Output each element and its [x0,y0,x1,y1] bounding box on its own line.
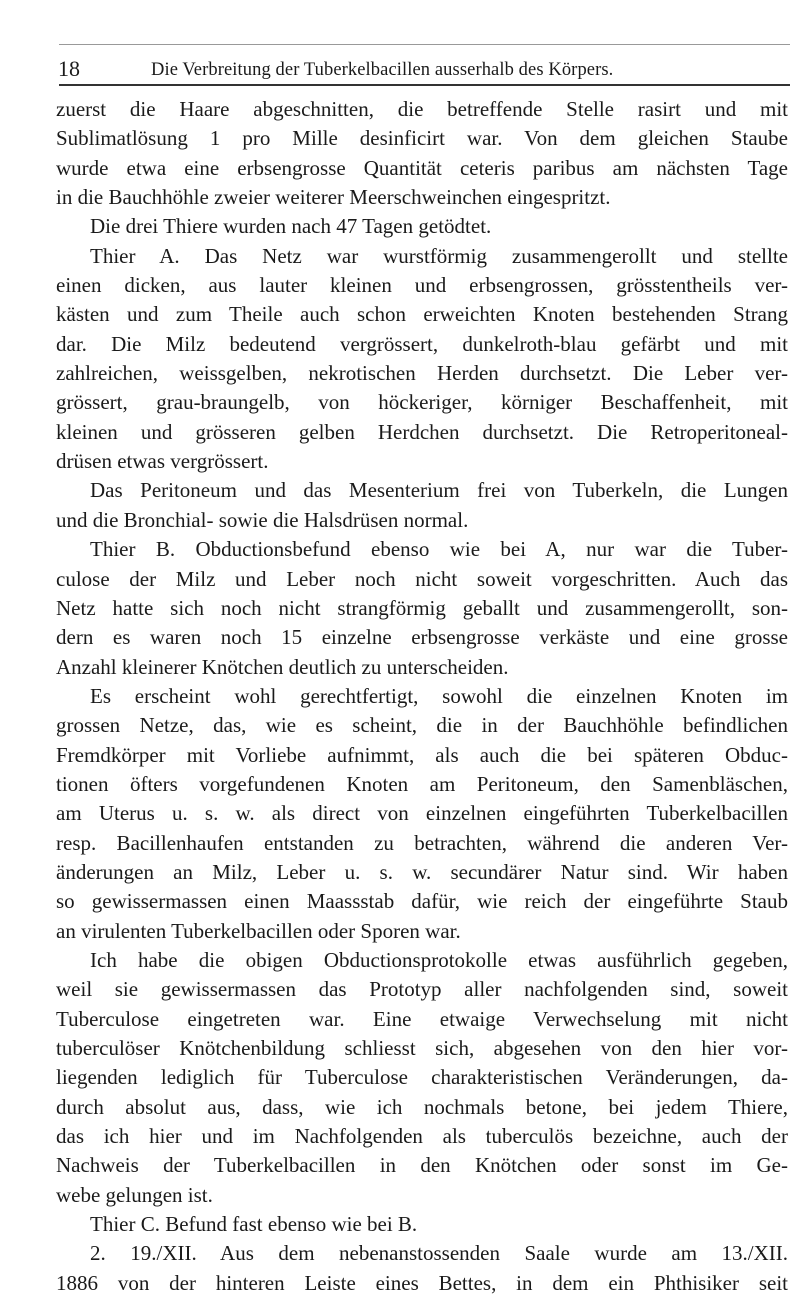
text-line: resp. Bacillenhaufen entstanden zu betrachten, während die anderen Ver- [56,830,788,855]
body-text [56,95,788,1298]
text-line: Thier A. Das Netz war wurstförmig zusammengerollt und stellte [90,243,788,268]
text-line: änderungen an Milz, Leber u. s. w. secundärer Natur sind. Wir haben [56,859,788,884]
text-line: Thier B. Obductionsbefund ebenso wie bei A, nur war die Tuber- [90,537,788,562]
page-number: 18 [58,56,80,81]
text-line: das ich hier und im Nachfolgenden als tuberculös bezeichne, auch der [56,1124,788,1149]
text-line: grossen Netze, das, wie es scheint, die in der Bauchhöhle befindlichen [56,713,788,738]
text-line: Ich habe die obigen Obductionsprotokolle etwas ausführlich gegeben, [90,947,788,972]
text-line: Sublimatlösung 1 pro Mille desinficirt war. Von dem gleichen Staube [56,126,788,151]
text-line: durch absolut aus, dass, wie ich nochmals betone, bei jedem Thiere, [56,1094,788,1119]
running-title: Die Verbreitung der Tuberkelbacillen ausserhalb des Körpers. [151,60,614,80]
text-line: grössert, grau-braungelb, von höckeriger, körniger Beschaffenheit, mit [56,390,788,415]
text-line: culose der Milz und Leber noch nicht soweit vorgeschritten. Auch das [56,566,788,591]
text-line: dar. Die Milz bedeutend vergrössert, dunkelroth-blau gefärbt und mit [56,331,788,356]
text-line: liegenden lediglich für Tuberculose charakteristischen Veränderungen, da- [56,1065,788,1090]
header-rule [59,84,790,86]
text-line: kleinen und grösseren gelben Herdchen durchsetzt. Die Retroperitoneal- [56,419,788,444]
text-line: und die Bronchial- sowie die Halsdrüsen normal. [56,507,469,532]
text-line: Nachweis der Tuberkelbacillen in den Knötchen oder sonst im Ge- [56,1153,788,1178]
text-line: zahlreichen, weissgelben, nekrotischen Herden durchsetzt. Die Leber ver- [56,361,788,386]
text-line: in die Bauchhöhle zweier weiterer Meerschweinchen eingespritzt. [56,185,611,210]
text-line: an virulenten Tuberkelbacillen oder Sporen war. [56,918,461,943]
text-line: 1886 von der hinteren Leiste eines Bettes, in dem ein Phthisiker seit [56,1270,788,1295]
text-line: Tuberculose eingetreten war. Eine etwaige Verwechselung mit nicht [56,1006,788,1031]
text-line: dern es waren noch 15 einzelne erbsengrosse verkäste und eine grosse [56,625,788,650]
text-line: tuberculöser Knötchenbildung schliesst sich, abgesehen von den hier vor- [56,1036,788,1060]
text-line: 2. 19./XII. Aus dem nebenanstossenden Saale wurde am 13./XII. [90,1241,788,1266]
text-line: webe gelungen ist. [56,1182,213,1207]
text-line: am Uterus u. s. w. als direct von einzelnen eingeführten Tuberkelbacillen [56,801,788,826]
text-line: Netz hatte sich noch nicht strangförmig geballt und zusammengerollt, son- [56,595,788,620]
text-line: Fremdkörper mit Vorliebe aufnimmt, als auch die bei späteren Obduc- [56,742,788,767]
text-line: Das Peritoneum und das Mesenterium frei von Tuberkeln, die Lungen [90,478,788,503]
text-line: Thier C. Befund fast ebenso wie bei B. [90,1212,418,1237]
text-line: zuerst die Haare abgeschnitten, die betreffende Stelle rasirt und mit [56,97,788,121]
text-line: tionen öfters vorgefundenen Knoten am Peritoneum, den Samenbläschen, [56,771,788,796]
text-line: Anzahl kleinerer Knötchen deutlich zu unterscheiden. [56,654,509,679]
text-line: wurde etwa eine erbsengrosse Quantität ceteris paribus am nächsten Tage [56,155,788,180]
text-line: drüsen etwas vergrössert. [56,449,269,474]
header-top-rule [59,44,790,45]
text-line: kästen und zum Theile auch schon erweichten Knoten bestehenden Strang [56,302,788,327]
text-line: Die drei Thiere wurden nach 47 Tagen getödtet. [90,214,492,239]
text-line: so gewissermassen einen Maassstab dafür, wie reich der eingeführte Staub [56,889,788,914]
text-line: weil sie gewissermassen das Prototyp aller nachfolgenden sind, soweit [56,977,788,1002]
text-line: einen dicken, aus lauter kleinen und erbsengrossen, grösstentheils ver- [56,273,788,298]
text-line: Es erscheint wohl gerechtfertigt, sowohl die einzelnen Knoten im [90,683,788,708]
